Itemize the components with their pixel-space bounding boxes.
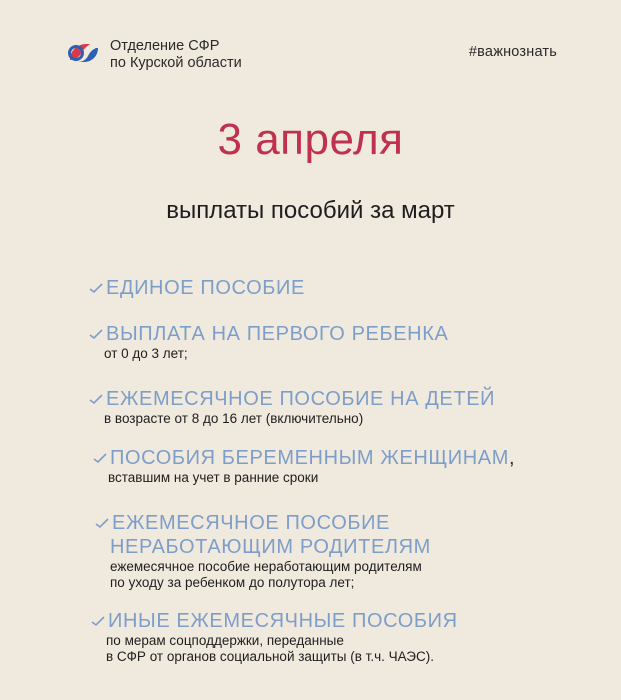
item-title: ПОСОБИЯ БЕРЕМЕННЫМ ЖЕНЩИНАМ [110,447,509,469]
list-item-first-child [88,322,448,362]
item-title-line2: НЕРАБОТАЮЩИМ РОДИТЕЛЯМ [110,536,431,558]
list-item-edinoe [88,276,305,300]
list-item-pregnant [92,446,515,486]
item-title: ЕЖЕМЕСЯЧНОЕ ПОСОБИЕ НА ДЕТЕЙ [106,388,496,410]
date-title: 3 апреля [217,115,404,164]
check-icon [92,446,110,470]
check-icon [88,322,106,346]
item-desc: по мерам соцподдержки, переданные [106,633,344,648]
item-desc: в СФР от органов социальной защиты (в т.ч. ЧАЭС). [106,649,435,664]
item-desc: по уходу за ребенком до полутора лет; [110,575,355,590]
sfr-logo [64,38,104,68]
item-title: ЕЖЕМЕСЯЧНОЕ ПОСОБИЕ [112,512,390,534]
item-desc: в возрасте от 8 до 16 лет (включительно) [104,411,364,426]
list-item-children-8-16 [88,387,495,427]
header [64,36,557,76]
org-name-line1: Отделение СФР [110,38,220,54]
check-icon [94,511,112,535]
item-desc: от 0 до 3 лет; [104,346,188,361]
item-title: ИНЫЕ ЕЖЕМЕСЯЧНЫЕ ПОСОБИЯ [108,610,458,632]
item-desc: вставшим на учет в ранние сроки [108,470,319,485]
check-icon [90,609,108,633]
check-icon [88,276,106,300]
item-title-suffix: , [508,447,516,469]
list-item-unemployed-parents [94,511,431,591]
org-name [110,38,242,72]
hashtag: #важнознать [468,44,557,60]
item-title: ВЫПЛАТА НА ПЕРВОГО РЕБЕНКА [106,323,449,345]
item-desc: ежемесячное пособие неработающим родителям [110,559,422,574]
org-name-line2: по Курской области [110,55,242,71]
list-item-other-monthly [90,609,458,665]
check-icon [88,387,106,411]
item-title: ЕДИНОЕ ПОСОБИЕ [106,277,305,299]
subtitle: выплаты пособий за март [166,197,455,224]
